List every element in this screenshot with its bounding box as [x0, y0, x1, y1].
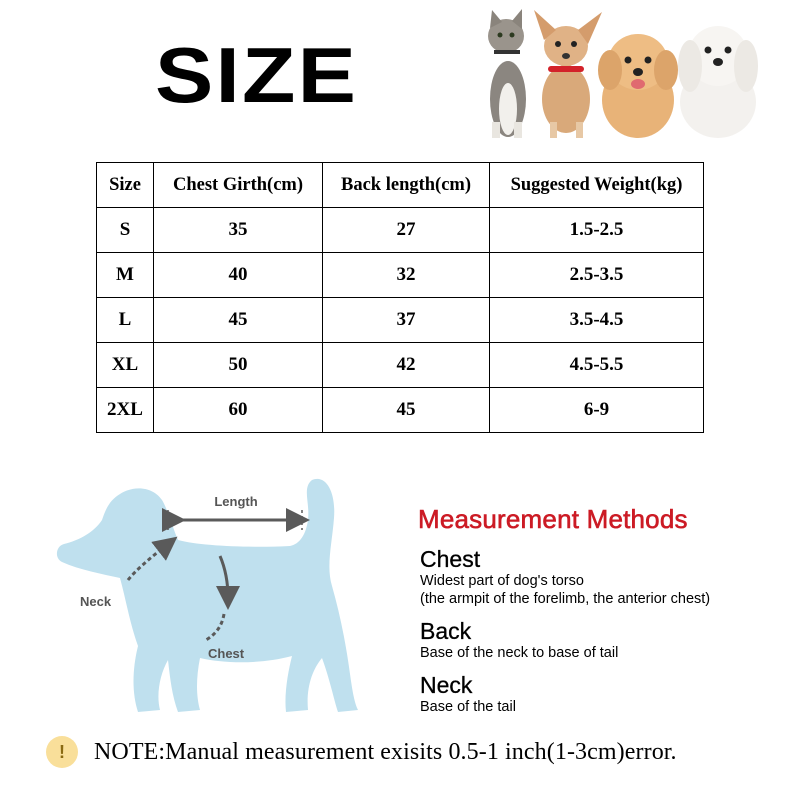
method-desc: (the armpit of the forelimb, the anterior chest): [420, 591, 711, 607]
table-row: [97, 298, 704, 343]
length-label: Length: [214, 494, 258, 509]
note-banner: [46, 732, 786, 772]
weight-cell: 3.5-4.5: [490, 298, 704, 343]
size-table: [96, 162, 704, 433]
column-header-chest: Chest Girth(cm): [154, 163, 323, 208]
method-back: [420, 618, 788, 662]
back-cell: 32: [323, 253, 490, 298]
back-cell: 37: [323, 298, 490, 343]
back-cell: 42: [323, 343, 490, 388]
table-header-row: [97, 163, 704, 208]
method-desc: Base of the tail: [420, 699, 516, 715]
methods-heading: Measurement Methods: [418, 504, 688, 534]
chest-label: Chest: [208, 646, 245, 661]
size-cell: 2XL: [97, 388, 154, 433]
size-cell: XL: [97, 343, 154, 388]
chest-cell: 40: [154, 253, 323, 298]
weight-cell: 6-9: [490, 388, 704, 433]
column-header-weight: Suggested Weight(kg): [490, 163, 704, 208]
table-row: [97, 253, 704, 298]
chest-cell: 50: [154, 343, 323, 388]
chest-cell: 35: [154, 208, 323, 253]
method-chest: [420, 546, 788, 608]
size-cell: L: [97, 298, 154, 343]
neck-label: Neck: [80, 594, 112, 609]
method-title: Chest: [420, 546, 481, 572]
method-neck: [420, 672, 788, 716]
method-desc: Widest part of dog's torso: [420, 573, 584, 589]
size-cell: S: [97, 208, 154, 253]
chest-cell: 45: [154, 298, 323, 343]
note-text: NOTE:Manual measurement exisits 0.5-1 inch(1-3cm)error.: [94, 738, 677, 765]
measurement-methods: [418, 502, 788, 716]
column-header-back: Back length(cm): [323, 163, 490, 208]
weight-cell: 4.5-5.5: [490, 343, 704, 388]
back-cell: 45: [323, 388, 490, 433]
cat-image: [488, 9, 526, 138]
table-row: [97, 208, 704, 253]
column-header-size: Size: [97, 163, 154, 208]
table-row: [97, 343, 704, 388]
weight-cell: 1.5-2.5: [490, 208, 704, 253]
method-desc: Base of the neck to base of tail: [420, 645, 619, 661]
chihuahua-image: [534, 10, 602, 138]
exclamation-icon: !: [46, 736, 78, 768]
method-title: Neck: [420, 672, 473, 698]
table-row: [97, 388, 704, 433]
weight-cell: 2.5-3.5: [490, 253, 704, 298]
dog-measurement-diagram: [50, 474, 400, 724]
size-cell: M: [97, 253, 154, 298]
maltese-image: [678, 26, 758, 138]
back-cell: 27: [323, 208, 490, 253]
chest-cell: 60: [154, 388, 323, 433]
pets-photo: [478, 4, 768, 140]
poodle-image: [598, 34, 678, 138]
method-title: Back: [420, 618, 472, 644]
page-title: SIZE: [155, 31, 359, 119]
